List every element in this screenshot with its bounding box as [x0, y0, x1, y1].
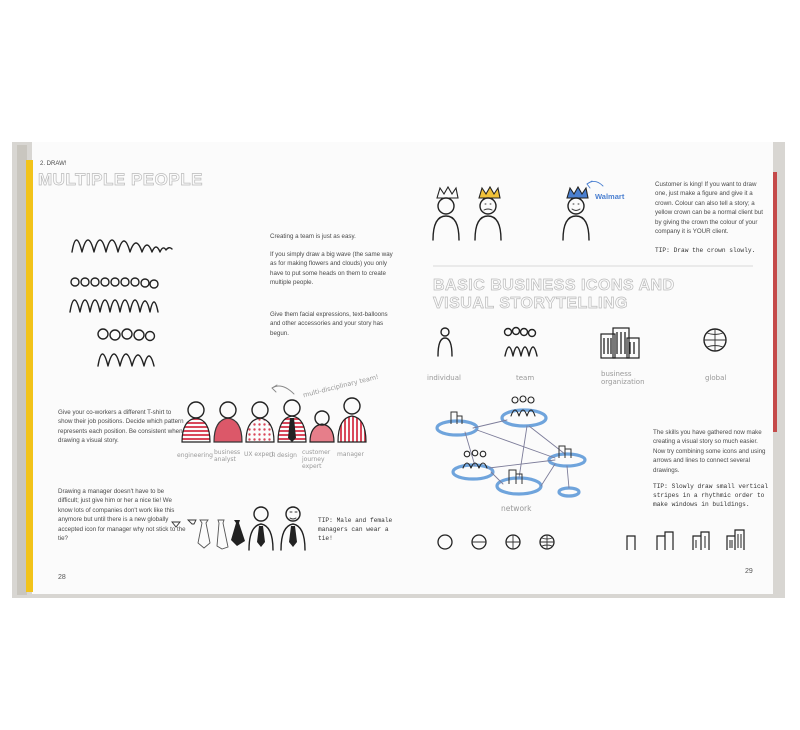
role-label-ux-expert: UX expert	[244, 451, 274, 458]
section-title-line1: BASIC BUSINESS ICONS AND	[433, 277, 675, 294]
book-right-edge	[773, 172, 777, 432]
section-title-line2: VISUAL STORYTELLING	[433, 295, 628, 312]
manager-text: Drawing a manager doesn't have to be difficult; just give him or her a nice tie! We know lots of companies don't work like this anymore but until there is a new globally accepted icon for manager why not stick to the tie?	[58, 488, 186, 543]
role-label-engineering: engineering	[177, 452, 213, 459]
intro-text-3: Give them facial expressions, text-balloons and other accessories and your story has begun.	[270, 311, 388, 337]
right-page-number: 29	[745, 568, 753, 575]
page-title: MULTIPLE PEOPLE	[38, 170, 203, 189]
brand-label: Walmart	[595, 192, 625, 201]
role-label-manager: manager	[337, 451, 364, 458]
left-page-number: 28	[58, 574, 66, 581]
customer-text: Customer is king! If you want to draw one, just make a figure and give it a crown. Colour can also tell a story; a yellow crown can be a normal client but by giving the crown the colour of your company it is YOUR client.	[655, 181, 763, 236]
buildings-tip: TIP: Slowly draw small vertical stripes in a rhythmic order to make windows in buildings.	[653, 483, 769, 508]
manager-tip: TIP: Male and female managers can wear a tie!	[318, 517, 393, 542]
business-icons-illustrations	[405, 142, 773, 594]
intro-text-1: Creating a team is just as easy.	[270, 233, 356, 240]
chapter-label: 2. DRAW!	[40, 161, 67, 167]
role-label-business-analyst: business analyst	[214, 449, 241, 463]
role-label-customer-journey: customer journey expert	[302, 449, 331, 470]
right-page	[405, 142, 773, 594]
intro-text-2: If you simply draw a big wave (the same way as for making flowers and clouds) you only have to put some heads on them to create multiple people.	[270, 251, 393, 287]
skills-text: The skills you have gathered now make creating a visual story so much easier. Now try combining some icons and using arrows and lines to connect several drawings.	[653, 429, 766, 474]
role-label-ui-design: UI design	[269, 452, 297, 459]
icon-label-global: global	[705, 374, 727, 382]
crown-tip: TIP: Draw the crown slowly.	[655, 247, 756, 254]
yellow-page-edge	[26, 160, 33, 592]
icon-label-individual: individual	[427, 374, 461, 382]
left-page	[32, 142, 406, 594]
shirts-text: Give your co-workers a different T-shirt to show their job positions. Decide which pattern represents each position. Be consistent when drawing a visual story.	[58, 409, 184, 445]
multiple-people-illustrations	[32, 142, 406, 594]
team-annotation: multi-disciplinary team!	[302, 372, 380, 400]
network-label: network	[501, 504, 532, 513]
icon-label-team: team	[516, 374, 535, 382]
icon-label-business-organization: business organization	[601, 370, 645, 386]
